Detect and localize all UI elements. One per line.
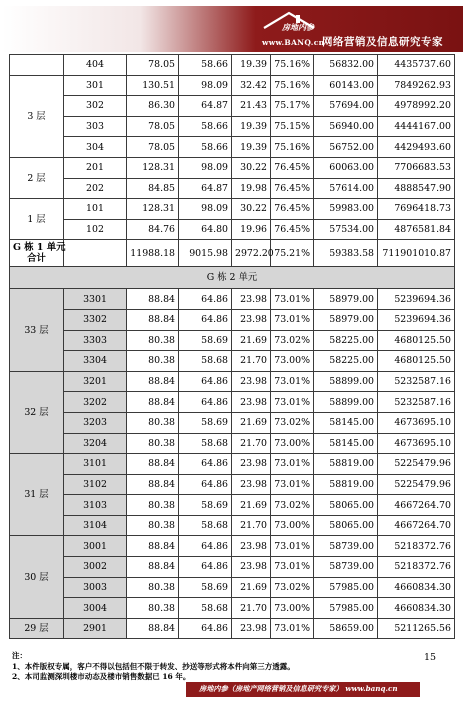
shared-area-cell: 23.98 [232, 309, 271, 330]
building-area-cell: 88.84 [127, 392, 179, 413]
unit-price-cell: 58819.00 [314, 454, 378, 475]
usable-ratio-cell: 73.01% [271, 618, 314, 639]
building-area-cell: 88.84 [127, 309, 179, 330]
usable-area-cell: 64.86 [179, 309, 232, 330]
usable-ratio-cell: 73.01% [271, 371, 314, 392]
usable-area-cell: 58.66 [179, 55, 232, 76]
usable-ratio-cell: 73.00% [271, 351, 314, 372]
building-area-cell: 88.84 [127, 618, 179, 639]
room-number-cell: 3201 [64, 371, 127, 392]
usable-ratio-cell: 73.00% [271, 433, 314, 454]
total-price-cell: 7696418.73 [378, 199, 455, 220]
table-row [10, 351, 455, 372]
shared-area-cell: 32.42 [232, 75, 271, 96]
shared-area-cell: 21.69 [232, 495, 271, 516]
table-row [10, 392, 455, 413]
table-row [10, 412, 455, 433]
unit-price-cell: 59983.00 [314, 199, 378, 220]
usable-ratio-cell: 73.02% [271, 330, 314, 351]
building-area-cell: 88.84 [127, 557, 179, 578]
unit-price-cell: 58899.00 [314, 392, 378, 413]
room-number-cell: 3004 [64, 598, 127, 619]
unit-price-cell: 56832.00 [314, 55, 378, 76]
room-number-cell: 101 [64, 199, 127, 220]
table-row [10, 515, 455, 536]
total-price-cell: 4429493.60 [378, 137, 455, 158]
usable-ratio-cell: 76.45% [271, 219, 314, 240]
unit-price-cell: 58225.00 [314, 351, 378, 372]
shared-area-cell: 23.98 [232, 454, 271, 475]
shared-area-cell: 19.98 [232, 178, 271, 199]
usable-area-cell: 58.68 [179, 351, 232, 372]
unit-price-cell: 57694.00 [314, 96, 378, 117]
total-total-price-cell: 711901010.87 [378, 240, 455, 267]
usable-ratio-cell: 73.00% [271, 598, 314, 619]
notes [12, 651, 295, 683]
usable-area-cell: 58.69 [179, 495, 232, 516]
usable-ratio-cell: 73.01% [271, 536, 314, 557]
note-item: 2、本司监测深圳楼市动态及楼市销售数据已 16 年。 [12, 672, 191, 681]
shared-area-cell: 21.43 [232, 96, 271, 117]
usable-ratio-cell: 73.02% [271, 495, 314, 516]
unit-price-cell: 58819.00 [314, 474, 378, 495]
room-number-cell: 201 [64, 157, 127, 178]
shared-area-cell: 21.69 [232, 330, 271, 351]
floor-label: 30 层 [10, 536, 64, 618]
unit-price-cell: 58739.00 [314, 536, 378, 557]
total-price-cell: 4660834.30 [378, 577, 455, 598]
usable-area-cell: 98.09 [179, 75, 232, 96]
usable-area-cell: 64.86 [179, 618, 232, 639]
room-number-cell: 102 [64, 219, 127, 240]
usable-area-cell: 64.86 [179, 392, 232, 413]
logo-url: www.BANQ.cn [262, 38, 325, 47]
total-price-cell: 5232587.16 [378, 371, 455, 392]
shared-area-cell: 19.96 [232, 219, 271, 240]
table-row [10, 598, 455, 619]
room-number-cell: 2901 [64, 618, 127, 639]
table-row [10, 96, 455, 117]
floor-label: 31 层 [10, 454, 64, 536]
table-row [10, 75, 455, 96]
room-number-cell: 3203 [64, 412, 127, 433]
usable-ratio-cell: 73.01% [271, 392, 314, 413]
usable-area-cell: 98.09 [179, 199, 232, 220]
total-shared-area-cell: 2972.20 [232, 240, 271, 267]
notes-title: 注： [12, 651, 27, 660]
total-label-line1: G 栋 1 单元 [13, 242, 66, 254]
usable-area-cell: 64.87 [179, 178, 232, 199]
building-area-cell: 88.84 [127, 454, 179, 475]
floor-label: 2 层 [10, 157, 64, 198]
floor-label: 29 层 [10, 618, 64, 639]
building-area-cell: 130.51 [127, 75, 179, 96]
total-price-cell: 5225479.96 [378, 474, 455, 495]
usable-ratio-cell: 73.01% [271, 474, 314, 495]
usable-ratio-cell: 73.01% [271, 454, 314, 475]
building-area-cell: 88.84 [127, 474, 179, 495]
shared-area-cell: 23.98 [232, 536, 271, 557]
shared-area-cell: 21.70 [232, 598, 271, 619]
table-row [10, 55, 455, 76]
total-price-cell: 4680125.50 [378, 351, 455, 372]
usable-ratio-cell: 73.01% [271, 309, 314, 330]
total-price-cell: 4444167.00 [378, 116, 455, 137]
total-price-cell: 4673695.10 [378, 433, 455, 454]
unit-price-cell: 58659.00 [314, 618, 378, 639]
room-number-cell: 304 [64, 137, 127, 158]
room-number-cell: 3301 [64, 289, 127, 310]
total-price-cell: 4680125.50 [378, 330, 455, 351]
table-row [10, 577, 455, 598]
building-area-cell: 88.84 [127, 536, 179, 557]
shared-area-cell: 23.98 [232, 392, 271, 413]
floor-label: 32 层 [10, 371, 64, 453]
building-area-cell: 78.05 [127, 55, 179, 76]
logo-text: 房地内参 [282, 22, 314, 32]
table-row [10, 618, 455, 639]
unit-price-cell: 58145.00 [314, 412, 378, 433]
unit-price-cell: 58899.00 [314, 371, 378, 392]
room-number-cell: 3102 [64, 474, 127, 495]
total-price-cell: 4978992.20 [378, 96, 455, 117]
unit-price-cell: 58739.00 [314, 557, 378, 578]
shared-area-cell: 21.70 [232, 433, 271, 454]
usable-area-cell: 58.69 [179, 577, 232, 598]
room-number-cell: 3303 [64, 330, 127, 351]
total-label [10, 240, 64, 267]
usable-area-cell: 64.86 [179, 454, 232, 475]
usable-area-cell: 64.86 [179, 474, 232, 495]
table-row [10, 474, 455, 495]
building-area-cell: 128.31 [127, 157, 179, 178]
empty-cell [64, 240, 127, 267]
table-row [10, 219, 455, 240]
usable-ratio-cell: 73.02% [271, 577, 314, 598]
shared-area-cell: 19.39 [232, 137, 271, 158]
unit-header: G 栋 2 单元 [10, 267, 455, 289]
total-price-cell: 7849262.93 [378, 75, 455, 96]
building-area-cell: 80.38 [127, 351, 179, 372]
total-price-cell: 7706683.53 [378, 157, 455, 178]
usable-area-cell: 64.86 [179, 289, 232, 310]
building-area-cell: 80.38 [127, 515, 179, 536]
total-building-area-cell: 11988.18 [127, 240, 179, 267]
unit-price-cell: 56940.00 [314, 116, 378, 137]
shared-area-cell: 23.98 [232, 618, 271, 639]
shared-area-cell: 19.39 [232, 55, 271, 76]
usable-area-cell: 58.68 [179, 433, 232, 454]
floor-label: 33 层 [10, 289, 64, 371]
shared-area-cell: 21.70 [232, 515, 271, 536]
page-number: 15 [424, 652, 437, 663]
building-area-cell: 78.05 [127, 116, 179, 137]
building-area-cell: 80.38 [127, 330, 179, 351]
usable-ratio-cell: 76.45% [271, 157, 314, 178]
room-number-cell: 3104 [64, 515, 127, 536]
total-price-cell: 4876581.84 [378, 219, 455, 240]
table-row [10, 371, 455, 392]
room-number-cell: 3204 [64, 433, 127, 454]
usable-ratio-cell: 73.02% [271, 412, 314, 433]
building-area-cell: 88.84 [127, 289, 179, 310]
room-number-cell: 3202 [64, 392, 127, 413]
total-price-cell: 4667264.70 [378, 495, 455, 516]
shared-area-cell: 30.22 [232, 199, 271, 220]
floor-label [10, 55, 64, 76]
total-usable-ratio-cell: 75.21% [271, 240, 314, 267]
unit-price-cell: 58225.00 [314, 330, 378, 351]
brand-slogan: 网络营销及信息研究专家 [322, 36, 443, 48]
room-number-cell: 303 [64, 116, 127, 137]
usable-area-cell: 64.86 [179, 371, 232, 392]
table-row [10, 116, 455, 137]
table-row [10, 454, 455, 475]
unit-price-cell: 57985.00 [314, 577, 378, 598]
unit-price-cell: 58979.00 [314, 289, 378, 310]
total-price-cell: 4660834.30 [378, 598, 455, 619]
room-number-cell: 3101 [64, 454, 127, 475]
building-area-cell: 88.84 [127, 371, 179, 392]
shared-area-cell: 21.70 [232, 351, 271, 372]
room-number-cell: 3103 [64, 495, 127, 516]
usable-area-cell: 64.86 [179, 536, 232, 557]
usable-ratio-cell: 73.00% [271, 515, 314, 536]
usable-ratio-cell: 75.15% [271, 116, 314, 137]
total-price-cell: 5232587.16 [378, 392, 455, 413]
unit-header-row [10, 267, 455, 289]
floor-label: 3 层 [10, 75, 64, 157]
total-price-cell: 5218372.76 [378, 536, 455, 557]
unit-price-cell: 56752.00 [314, 137, 378, 158]
table-row [10, 309, 455, 330]
total-row [10, 240, 455, 267]
usable-ratio-cell: 75.16% [271, 55, 314, 76]
total-price-cell: 5225479.96 [378, 454, 455, 475]
shared-area-cell: 23.98 [232, 371, 271, 392]
room-number-cell: 3001 [64, 536, 127, 557]
building-area-cell: 80.38 [127, 577, 179, 598]
usable-area-cell: 64.80 [179, 219, 232, 240]
unit-price-cell: 58065.00 [314, 515, 378, 536]
total-unit-price-cell: 59383.58 [314, 240, 378, 267]
usable-ratio-cell: 75.17% [271, 96, 314, 117]
footer-text: 房地内参（房地产网络营销及信息研究专家） www.banq.cn [199, 684, 398, 693]
usable-ratio-cell: 76.45% [271, 178, 314, 199]
shared-area-cell: 23.98 [232, 557, 271, 578]
building-area-cell: 80.38 [127, 495, 179, 516]
table-row [10, 330, 455, 351]
usable-area-cell: 58.68 [179, 598, 232, 619]
total-price-cell: 5239694.36 [378, 309, 455, 330]
note-item: 1、本件版权专属，客户不得以包括但不限于转发、抄送等形式将本件向第三方透露。 [12, 661, 295, 671]
usable-area-cell: 58.66 [179, 137, 232, 158]
table-row [10, 157, 455, 178]
room-number-cell: 404 [64, 55, 127, 76]
table-row [10, 495, 455, 516]
building-area-cell: 84.76 [127, 219, 179, 240]
total-price-cell: 5239694.36 [378, 289, 455, 310]
room-number-cell: 3302 [64, 309, 127, 330]
total-price-cell: 4888547.90 [378, 178, 455, 199]
total-price-cell: 5211265.56 [378, 618, 455, 639]
table-row [10, 289, 455, 310]
shared-area-cell: 21.69 [232, 412, 271, 433]
unit-price-cell: 57985.00 [314, 598, 378, 619]
usable-area-cell: 58.66 [179, 116, 232, 137]
room-number-cell: 3003 [64, 577, 127, 598]
table-row [10, 178, 455, 199]
usable-ratio-cell: 75.16% [271, 75, 314, 96]
room-number-cell: 302 [64, 96, 127, 117]
usable-ratio-cell: 76.45% [271, 199, 314, 220]
shared-area-cell: 23.98 [232, 474, 271, 495]
usable-area-cell: 58.68 [179, 515, 232, 536]
table-row [10, 536, 455, 557]
unit-price-cell: 57614.00 [314, 178, 378, 199]
room-number-cell: 301 [64, 75, 127, 96]
usable-ratio-cell: 75.16% [271, 137, 314, 158]
total-price-cell: 5218372.76 [378, 557, 455, 578]
table-row [10, 199, 455, 220]
building-area-cell: 84.85 [127, 178, 179, 199]
building-area-cell: 86.30 [127, 96, 179, 117]
unit-price-cell: 60063.00 [314, 157, 378, 178]
unit-price-cell: 58065.00 [314, 495, 378, 516]
usable-ratio-cell: 73.01% [271, 289, 314, 310]
table-row [10, 433, 455, 454]
usable-area-cell: 64.86 [179, 557, 232, 578]
room-number-cell: 3002 [64, 557, 127, 578]
building-area-cell: 80.38 [127, 412, 179, 433]
table-row [10, 137, 455, 158]
building-area-cell: 128.31 [127, 199, 179, 220]
total-usable-area-cell: 9015.98 [179, 240, 232, 267]
price-table [9, 54, 455, 639]
unit-price-cell: 60143.00 [314, 75, 378, 96]
table-body [10, 55, 455, 639]
unit-price-cell: 58979.00 [314, 309, 378, 330]
table-row [10, 557, 455, 578]
unit-price-cell: 57534.00 [314, 219, 378, 240]
room-number-cell: 3304 [64, 351, 127, 372]
usable-area-cell: 98.09 [179, 157, 232, 178]
unit-price-cell: 58145.00 [314, 433, 378, 454]
shared-area-cell: 21.69 [232, 577, 271, 598]
total-price-cell: 4673695.10 [378, 412, 455, 433]
room-number-cell: 202 [64, 178, 127, 199]
floor-label: 1 层 [10, 199, 64, 240]
building-area-cell: 80.38 [127, 598, 179, 619]
shared-area-cell: 19.39 [232, 116, 271, 137]
usable-area-cell: 64.87 [179, 96, 232, 117]
building-area-cell: 80.38 [127, 433, 179, 454]
building-area-cell: 78.05 [127, 137, 179, 158]
total-price-cell: 4667264.70 [378, 515, 455, 536]
total-price-cell: 4435737.60 [378, 55, 455, 76]
shared-area-cell: 30.22 [232, 157, 271, 178]
total-label-line2: 合计 [27, 253, 46, 265]
usable-area-cell: 58.69 [179, 412, 232, 433]
usable-ratio-cell: 73.01% [271, 557, 314, 578]
shared-area-cell: 23.98 [232, 289, 271, 310]
usable-area-cell: 58.69 [179, 330, 232, 351]
